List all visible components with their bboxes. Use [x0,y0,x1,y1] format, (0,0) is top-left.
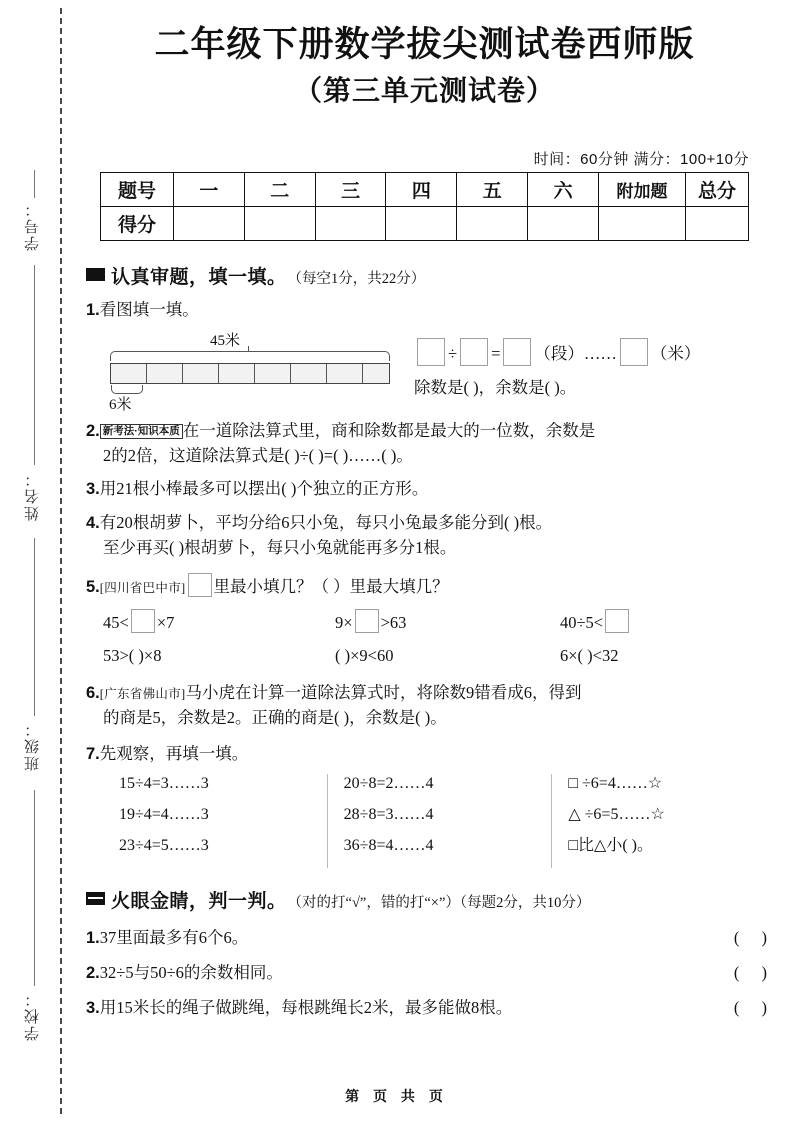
sidebar-label-school: 学校： [24,990,41,1041]
exam-content [86,262,776,1018]
q7-c2-line1: 20÷8=2……4 [343,775,434,792]
judge-item-2-answer[interactable]: ( ) [733,962,776,982]
question-7-number: 7. [86,745,100,764]
question-7-column-1 [103,774,327,868]
question-6-number: 6. [86,683,100,702]
question-6-line2[interactable]: 的商是5，余数是2。正确的商是( )，余数是( )。 [103,707,447,727]
question-1-stem: 看图填一填。 [99,300,199,319]
section-number-two-icon [86,892,105,905]
question-6-line1: 马小虎在计算一道除法算式时，将除数9错看成6，得到 [185,682,582,702]
score-col-1: 一 [174,173,245,207]
question-6 [86,681,776,731]
question-1 [86,298,776,323]
section-number-one-icon [86,268,105,281]
question-7-columns [86,774,776,868]
q7-c2-line3: 36÷8=4……4 [343,837,434,855]
q5-item-5[interactable]: ( )×9<60 [335,646,394,665]
judge-item-1 [86,924,776,948]
score-col-4: 四 [386,173,457,207]
q5-item-2-pre: 9× [335,613,353,633]
sidebar-rule [34,538,35,716]
question-5-number: 5. [86,577,100,596]
bar-segment [111,364,147,383]
question-1-line2[interactable]: 除数是( )，余数是( )。 [414,377,577,397]
question-3-text[interactable]: 用21根小棒最多可以摆出( )个独立的正方形。 [99,479,429,499]
segment-unit-label: （段） [534,343,584,363]
answer-box-q5-1[interactable] [131,609,155,633]
question-2-line2[interactable]: 2的2倍，这道除法算式是( )÷( )=( )……( )。 [103,445,413,465]
q7-c2-line2: 28÷8=3……4 [343,806,434,824]
score-col-6: 六 [528,173,599,207]
q5-item-1 [103,609,335,636]
judge-item-2-number: 2. [86,963,100,982]
question-1-body [86,329,776,413]
score-table-row-label: 题号 [101,173,174,207]
question-1-figure [100,329,400,413]
score-col-2: 二 [244,173,315,207]
score-cell[interactable] [528,207,599,241]
bar-segment-partial [363,364,389,383]
score-table [100,172,749,241]
score-cell[interactable] [244,207,315,241]
question-5-row-2 [86,644,776,669]
question-5-stem: 里最小填几？（ ）里最大填几？ [213,576,449,596]
q7-c3-line2: △ ÷6=5……☆ [568,806,665,824]
sidebar-rule [34,170,35,198]
question-7-stem: 先观察，再填一填。 [99,744,249,764]
section-1-note: （每空1分，共22分） [287,271,426,287]
bar-segment [219,364,255,383]
q7-c1-line1: 15÷4=3……3 [119,775,209,792]
answer-box-dividend[interactable] [417,338,445,366]
question-1-equation-row [414,337,700,371]
bar-segment [255,364,291,383]
question-5 [86,573,776,669]
section-2-note: （对的打“√”，错的打“×”）（每题2分，共10分） [287,894,591,911]
q5-item-3-pre: 40÷5< [560,613,604,633]
figure-unit-length-label: 6米 [109,396,132,413]
question-2-number: 2. [86,421,100,440]
q5-item-3 [560,609,776,636]
answer-box-q5-3[interactable] [605,609,629,633]
question-4-line1[interactable]: 有20根胡萝卜，平均分给6只小兔，每只小兔最多能分到( )根。 [99,513,553,532]
question-7-column-2 [327,774,552,868]
bar-segment [327,364,363,383]
answer-box-quotient[interactable] [503,338,531,366]
question-5-row-1 [86,609,776,636]
judge-item-1-number: 1. [86,928,100,947]
score-cell[interactable] [599,207,686,241]
q7-c1-line3: 23÷4=5……3 [119,837,209,855]
question-4-number: 4. [86,514,100,532]
table-row-header [101,173,749,207]
sidebar-rule [34,265,35,465]
score-table-row-label: 得分 [101,207,174,241]
judge-item-1-text [86,924,734,948]
remainder-dots: …… [583,343,617,363]
q5-item-2-post: >63 [380,613,407,633]
divide-sign: ÷ [448,343,458,363]
judge-item-1-body: 37里面最多有6个6。 [99,927,249,947]
question-3 [86,477,776,502]
figure-total-length-label: 45米 [210,332,241,349]
question-3-number: 3. [86,480,100,499]
question-7-column-3 [551,774,776,868]
score-col-3: 三 [315,173,386,207]
binding-sidebar [0,0,72,1122]
q5-item-4[interactable]: 53>( )×8 [103,646,162,665]
figure-segmented-bar [110,363,390,384]
q5-item-1-pre: 45< [103,613,129,633]
page-footer: 第 页 共 页 [345,1088,448,1104]
answer-box-q5-stem[interactable] [188,573,212,597]
question-2-badge: 新考法·知识本质 [100,424,183,439]
q7-c3-line1: □ ÷6=4……☆ [568,775,663,792]
answer-box-q5-2[interactable] [355,609,379,633]
question-1-number: 1. [86,301,100,319]
exam-meta-info: 时间：60分钟 满分：100+10分 [533,151,749,168]
q7-c1-line2: 19÷4=4……3 [119,806,209,824]
page-title: 二年级下册数学拔尖测试卷西师版 [154,25,695,64]
bar-segment [147,364,183,383]
score-col-total: 总分 [686,173,749,207]
bar-segment [183,364,219,383]
judge-item-3-body: 用15米长的绳子做跳绳，每根跳绳长2米，最多能做8根。 [99,997,513,1017]
q5-item-2 [335,609,560,636]
question-7 [86,742,776,767]
table-row-score [101,207,749,241]
q5-item-6[interactable]: 6×( )<32 [560,646,619,665]
page-title-block [72,24,777,109]
figure-brace-tick [248,346,249,352]
score-cell[interactable] [315,207,386,241]
judge-item-2-text [86,959,734,983]
page-subtitle: （第三单元测试卷） [293,75,555,107]
q7-c3-line3[interactable]: □比△小( )。 [568,837,653,855]
cut-dashed-line [60,8,62,1114]
answer-box-divisor[interactable] [460,338,488,366]
question-1-answer-area [414,329,700,405]
section-1-title: 认真审题，填一填。 [111,267,287,288]
sidebar-label-class: 班级： [24,720,41,771]
judge-item-2 [86,959,776,983]
equals-sign: = [491,343,501,363]
judge-item-3-text [86,994,734,1018]
score-col-5: 五 [457,173,528,207]
judge-item-3-number: 3. [86,998,100,1017]
meter-unit-label: （米） [650,343,701,363]
section-2-title: 火眼金睛，判一判。 [111,890,287,912]
score-col-bonus: 附加题 [599,173,686,207]
score-cell[interactable] [457,207,528,241]
q5-item-1-post: ×7 [156,613,175,633]
question-6-region-tag: [广东省佛山市] [99,686,186,701]
question-4-line2[interactable]: 至少再买( )根胡萝卜，每只小兔就能再多分1根。 [103,537,457,557]
judge-item-3 [86,994,776,1018]
judge-item-1-answer[interactable]: ( ) [733,927,776,947]
judge-item-3-answer[interactable]: ( ) [733,997,776,1017]
question-2-line1: 在一道除法算式里，商和除数都是最大的一位数，余数是 [182,420,596,440]
score-cell[interactable] [686,207,749,241]
section-1-heading [86,262,776,289]
sidebar-rule [34,790,35,986]
judge-item-2-body: 32÷5与50÷6的余数相同。 [99,962,283,982]
sidebar-label-name: 姓名： [24,470,41,521]
answer-box-remainder[interactable] [620,338,648,366]
question-4 [86,511,776,561]
question-5-region-tag: [四川省巴中市] [99,580,186,595]
section-2-heading [86,886,776,913]
question-2 [86,419,776,469]
figure-top-brace [110,351,390,361]
bar-segment [291,364,327,383]
score-cell[interactable] [386,207,457,241]
score-cell[interactable] [174,207,245,241]
sidebar-label-student-id: 学号： [24,200,41,251]
